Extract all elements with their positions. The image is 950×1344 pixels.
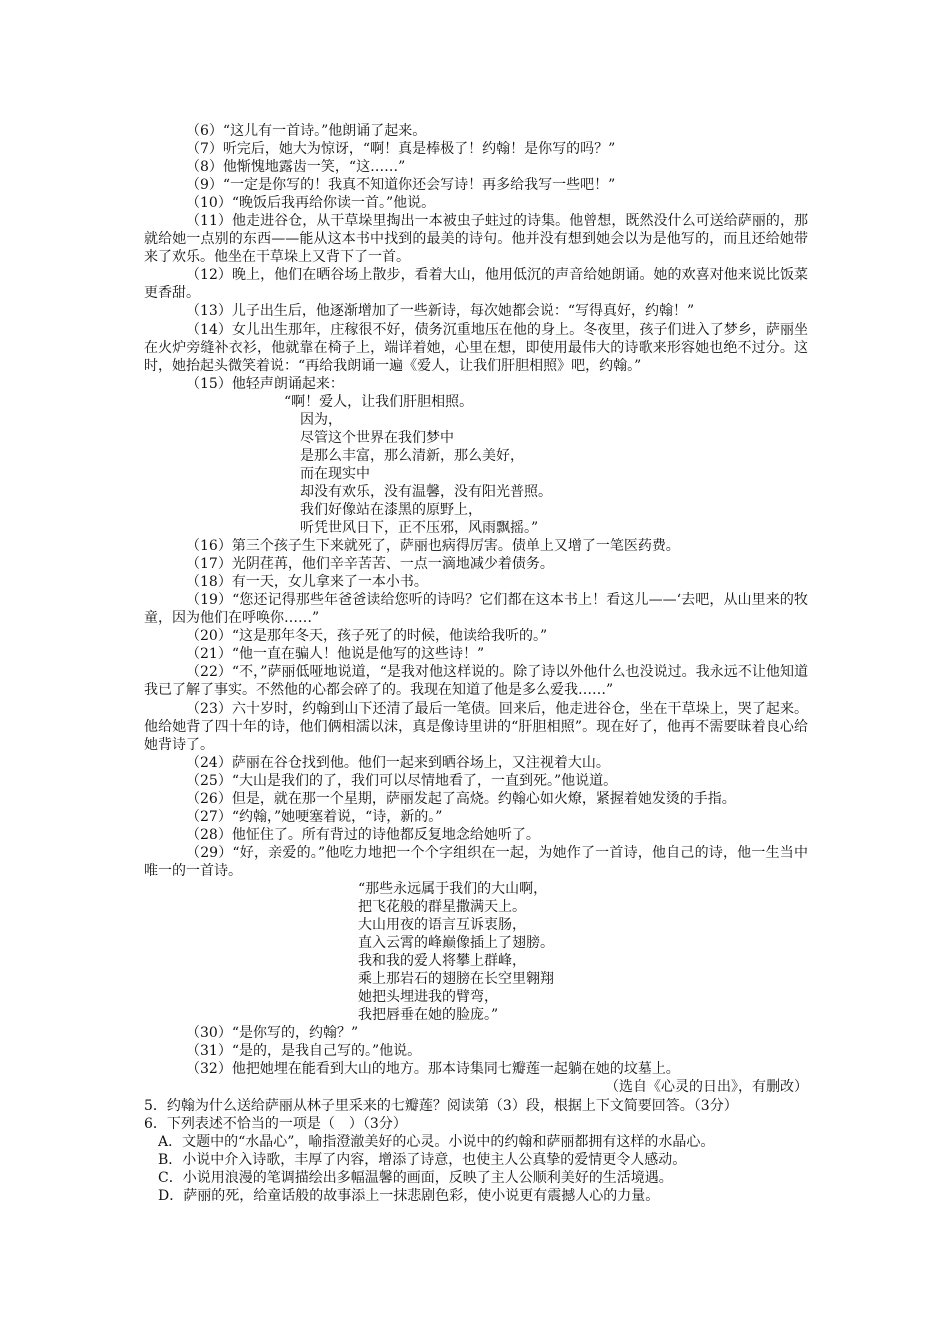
paragraph: （20）“这是那年冬天，孩子死了的时候，他读给我听的。”: [186, 628, 548, 645]
paragraph: （8）他惭愧地露齿一笑，“这……”: [186, 159, 406, 176]
paragraph: （7）听完后，她大为惊讶，“啊！真是棒极了！约翰！是你写的吗？”: [186, 141, 616, 158]
paragraph: （13）儿子出生后，他逐渐增加了一些新诗，每次她都会说：“写得真好，约翰！”: [186, 303, 695, 320]
paragraph: （17）光阴荏苒，他们辛辛苦苦、一点一滴地减少着债务。: [186, 556, 554, 573]
poem-line: 大山用夜的语言互诉衷肠，: [358, 917, 526, 934]
poem-line: “那些永远属于我们的大山啊，: [358, 880, 548, 897]
poem-line: “啊！爱人，让我们肝胆相照。: [284, 393, 474, 410]
paragraph: （29）“好，亲爱的。”他吃力地把一个个字组织在一起，为她作了一首诗，他自己的诗，他一生当中唯一的一首诗。: [144, 844, 808, 879]
poem-line: 因为，: [300, 411, 342, 428]
source-citation: （选自《心灵的日出》，有删改）: [605, 1079, 808, 1096]
paragraph: （28）他怔住了。所有背过的诗他都反复地念给她听了。: [186, 826, 540, 843]
paragraph: （12）晚上，他们在晒谷场上散步，看着大山，他用低沉的声音给她朗诵。她的欢喜对他来说比饭菜更香甜。: [144, 267, 808, 302]
paragraph: （31）“是的，是我自己写的。”他说。: [186, 1043, 422, 1060]
poem-line: 是那么丰富，那么清新，那么美好，: [300, 447, 524, 464]
paragraph: （16）第三个孩子生下来就死了，萨丽也病得厉害。债单上又增了一笔医药费。: [186, 538, 680, 555]
paragraph: （25）“大山是我们的了，我们可以尽情地看了，一直到死。”他说道。: [186, 772, 618, 789]
paragraph: （9）“一定是你写的！我真不知道你还会写诗！再多给我写一些吧！”: [186, 177, 616, 194]
question-6: 6．下列表述不恰当的一项是（ ）（3分）: [144, 1115, 407, 1132]
poem-line: 却没有欢乐，没有温馨，没有阳光普照。: [300, 483, 552, 500]
paragraph: （10）“晚饭后我再给你读一首。”他说。: [186, 195, 436, 212]
poem-line: 乘上那岩石的翅膀在长空里翱翔: [358, 971, 554, 988]
poem-line: 我把唇垂在她的脸庞。”: [358, 1007, 499, 1024]
paragraph: （22）“不，”萨丽低哑地说道，“是我对他这样说的。除了诗以外他什么也没说过。我永远不让他知道我已了解了事实。不然他的心都会碎了的。我现在知道了他是多么爱我……”: [144, 664, 808, 699]
poem-line: 直入云霄的峰巅像插上了翅膀。: [358, 935, 554, 952]
poem-line: 她把头埋进我的臂弯，: [358, 989, 498, 1006]
paragraph: （15）他轻声朗诵起来：: [186, 375, 344, 392]
article-page: [144, 122, 808, 1205]
paragraph: （11）他走进谷仓，从干草垛里掏出一本被虫子蛀过的诗集。他曾想，既然没什么可送给萨丽的，那就给她一点别的东西——能从这本书中找到的最美的诗句。他并没有想到她会以为是他写的，而且还给她带来了欢乐。他坐在干草垛上又背下了一首。: [144, 213, 808, 266]
poem-love: [144, 393, 808, 537]
paragraph: （23）六十岁时，约翰到山下还清了最后一笔债。回来后，他走进谷仓，坐在干草垛上，哭了起来。他给她背了四十年的诗，他们俩相濡以沫，真是像诗里讲的“肝胆相照”。现在好了，他再不需要昧着良心给她背诗了。: [144, 700, 808, 753]
poem-line: 把飞花般的群星撒满天上。: [358, 899, 526, 916]
paragraph: （32）他把她埋在能看到大山的地方。那本诗集同七瓣莲一起躺在她的坟墓上。: [186, 1061, 680, 1078]
option-b: B．小说中介入诗歌，丰厚了内容，增添了诗意，也使主人公真挚的爱情更令人感动。: [158, 1151, 687, 1168]
paragraph: （18）有一天，女儿拿来了一本小书。: [186, 574, 428, 591]
question-5: 5．约翰为什么送给萨丽从林子里采来的七瓣莲？阅读第（3）段，根据上下文简要回答。（3分）: [144, 1097, 738, 1114]
paragraph: （6）“这儿有一首诗。”他朗诵了起来。: [186, 123, 427, 139]
option-a: A．文题中的“水晶心”，喻指澄澈美好的心灵。小说中的约翰和萨丽都拥有这样的水晶心。: [158, 1133, 715, 1150]
poem-line: 我们好像站在漆黑的原野上，: [300, 501, 482, 518]
paragraphs-c: [144, 1024, 808, 1078]
paragraph: （26）但是，就在那一个星期，萨丽发起了高烧。约翰心如火燎，紧握着她发烫的手指。: [186, 790, 736, 807]
paragraph: （21）“他一直在骗人！他说是他写的这些诗！”: [186, 646, 485, 663]
paragraphs-a: [144, 122, 808, 393]
poem-line: 尽管这个世界在我们梦中: [300, 429, 454, 446]
paragraph: （27）“约翰，”她哽塞着说，“诗，新的。”: [186, 808, 443, 825]
poem-mountains: [144, 880, 808, 1024]
poem-line: 听凭世风日下，正不压邪，风雨飘摇。”: [300, 520, 539, 537]
paragraph: （24）萨丽在谷仓找到他。他们一起来到晒谷场上，又注视着大山。: [186, 754, 610, 771]
paragraph: （30）“是你写的，约翰？”: [186, 1025, 359, 1042]
paragraph: （14）女儿出生那年，庄稼很不好，债务沉重地压在他的身上。冬夜里，孩子们进入了梦乡，萨丽坐在火炉旁缝补衣衫，他就靠在椅子上，端详着她，心里在想，即使用最伟大的诗歌来形容她也绝不过分。这时，她抬起头微笑着说：“再给我朗诵一遍《爱人，让我们肝胆相照》吧，约翰。”: [144, 321, 808, 374]
poem-line: 而在现实中: [300, 465, 370, 482]
option-d: D．萨丽的死，给童话般的故事添上一抹悲剧色彩，使小说更有震撼人心的力量。: [158, 1187, 660, 1204]
option-c: C．小说用浪漫的笔调描绘出多幅温馨的画面，反映了主人公顺利美好的生活境遇。: [158, 1169, 673, 1186]
poem-line: 我和我的爱人将攀上群峰，: [358, 953, 526, 970]
questions: [144, 1097, 808, 1205]
paragraphs-b: [144, 537, 808, 880]
paragraph: （19）“您还记得那些年爸爸读给您听的诗吗？它们都在这本书上！看这儿——‘去吧，从山里来的牧童，因为他们在呼唤你……”: [144, 592, 808, 627]
